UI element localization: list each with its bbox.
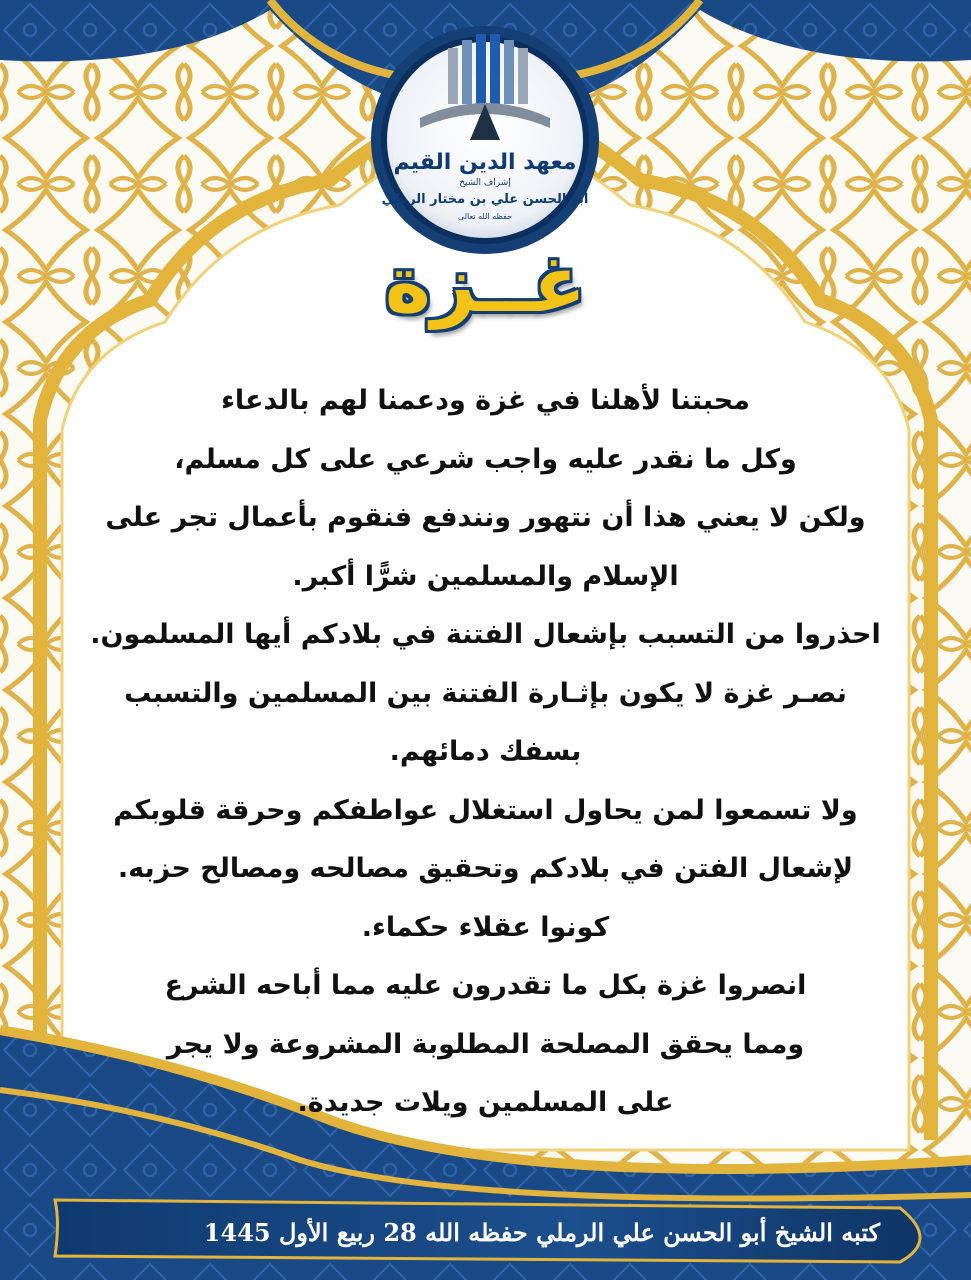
logo-dua: حفظه الله تعالى [457, 212, 513, 221]
body-line: محبتنا لأهلنا في غزة ودعمنا لهم بالدعاء [221, 385, 750, 416]
page-title: غــزة [384, 240, 587, 330]
body-line: احذروا من التسبب بإشعال الفتنة في بلادكم أيها المسلمون. [90, 619, 881, 650]
body-line: كونوا عقلاء حكماء. [361, 911, 610, 943]
body-line: الإسلام والمسلمين شرًّا أكبر. [292, 560, 679, 592]
logo-institute-name: معهد الدين القيم [393, 150, 577, 175]
body-line: وكل ما نقدر عليه واجب شرعي على كل مسلم، [174, 443, 797, 475]
body-line: نصـر غزة لا يكون بإثـارة الفتنة بين المسلمين والتسبب [124, 677, 847, 709]
body-line: ولكن لا يعني هذا أن نتهور ونندفع فنقوم بأعمال تجر على [105, 502, 866, 533]
body-line: ومما يحقق المصلحة المطلوبة المشروعة ولا يجر [166, 1028, 805, 1060]
footer-signature: كتبه الشيخ أبو الحسن علي الرملي حفظه الله 28 ربيع الأول 1445 [203, 1218, 880, 1247]
body-line: على المسلمين ويلات جديدة. [297, 1087, 674, 1118]
body-line: لإشعال الفتن في بلادكم وتحقيق مصالحه ومصالح حزبه. [117, 853, 854, 884]
body-text [55, 372, 916, 1133]
body-line: بسفك دمائهم. [389, 736, 582, 767]
logo-sheikh-name: أبو الحسن علي بن مختار الرملي [381, 192, 589, 207]
body-line: ولا تسمعوا لمن يحاول استغلال عواطفكم وحرقة قلوبكم [113, 794, 858, 826]
logo-supervision-label: إشراف الشيخ [459, 178, 511, 188]
body-line: انصروا غزة بكل ما تقدرون عليه مما أباحه الشرع [164, 970, 807, 1001]
